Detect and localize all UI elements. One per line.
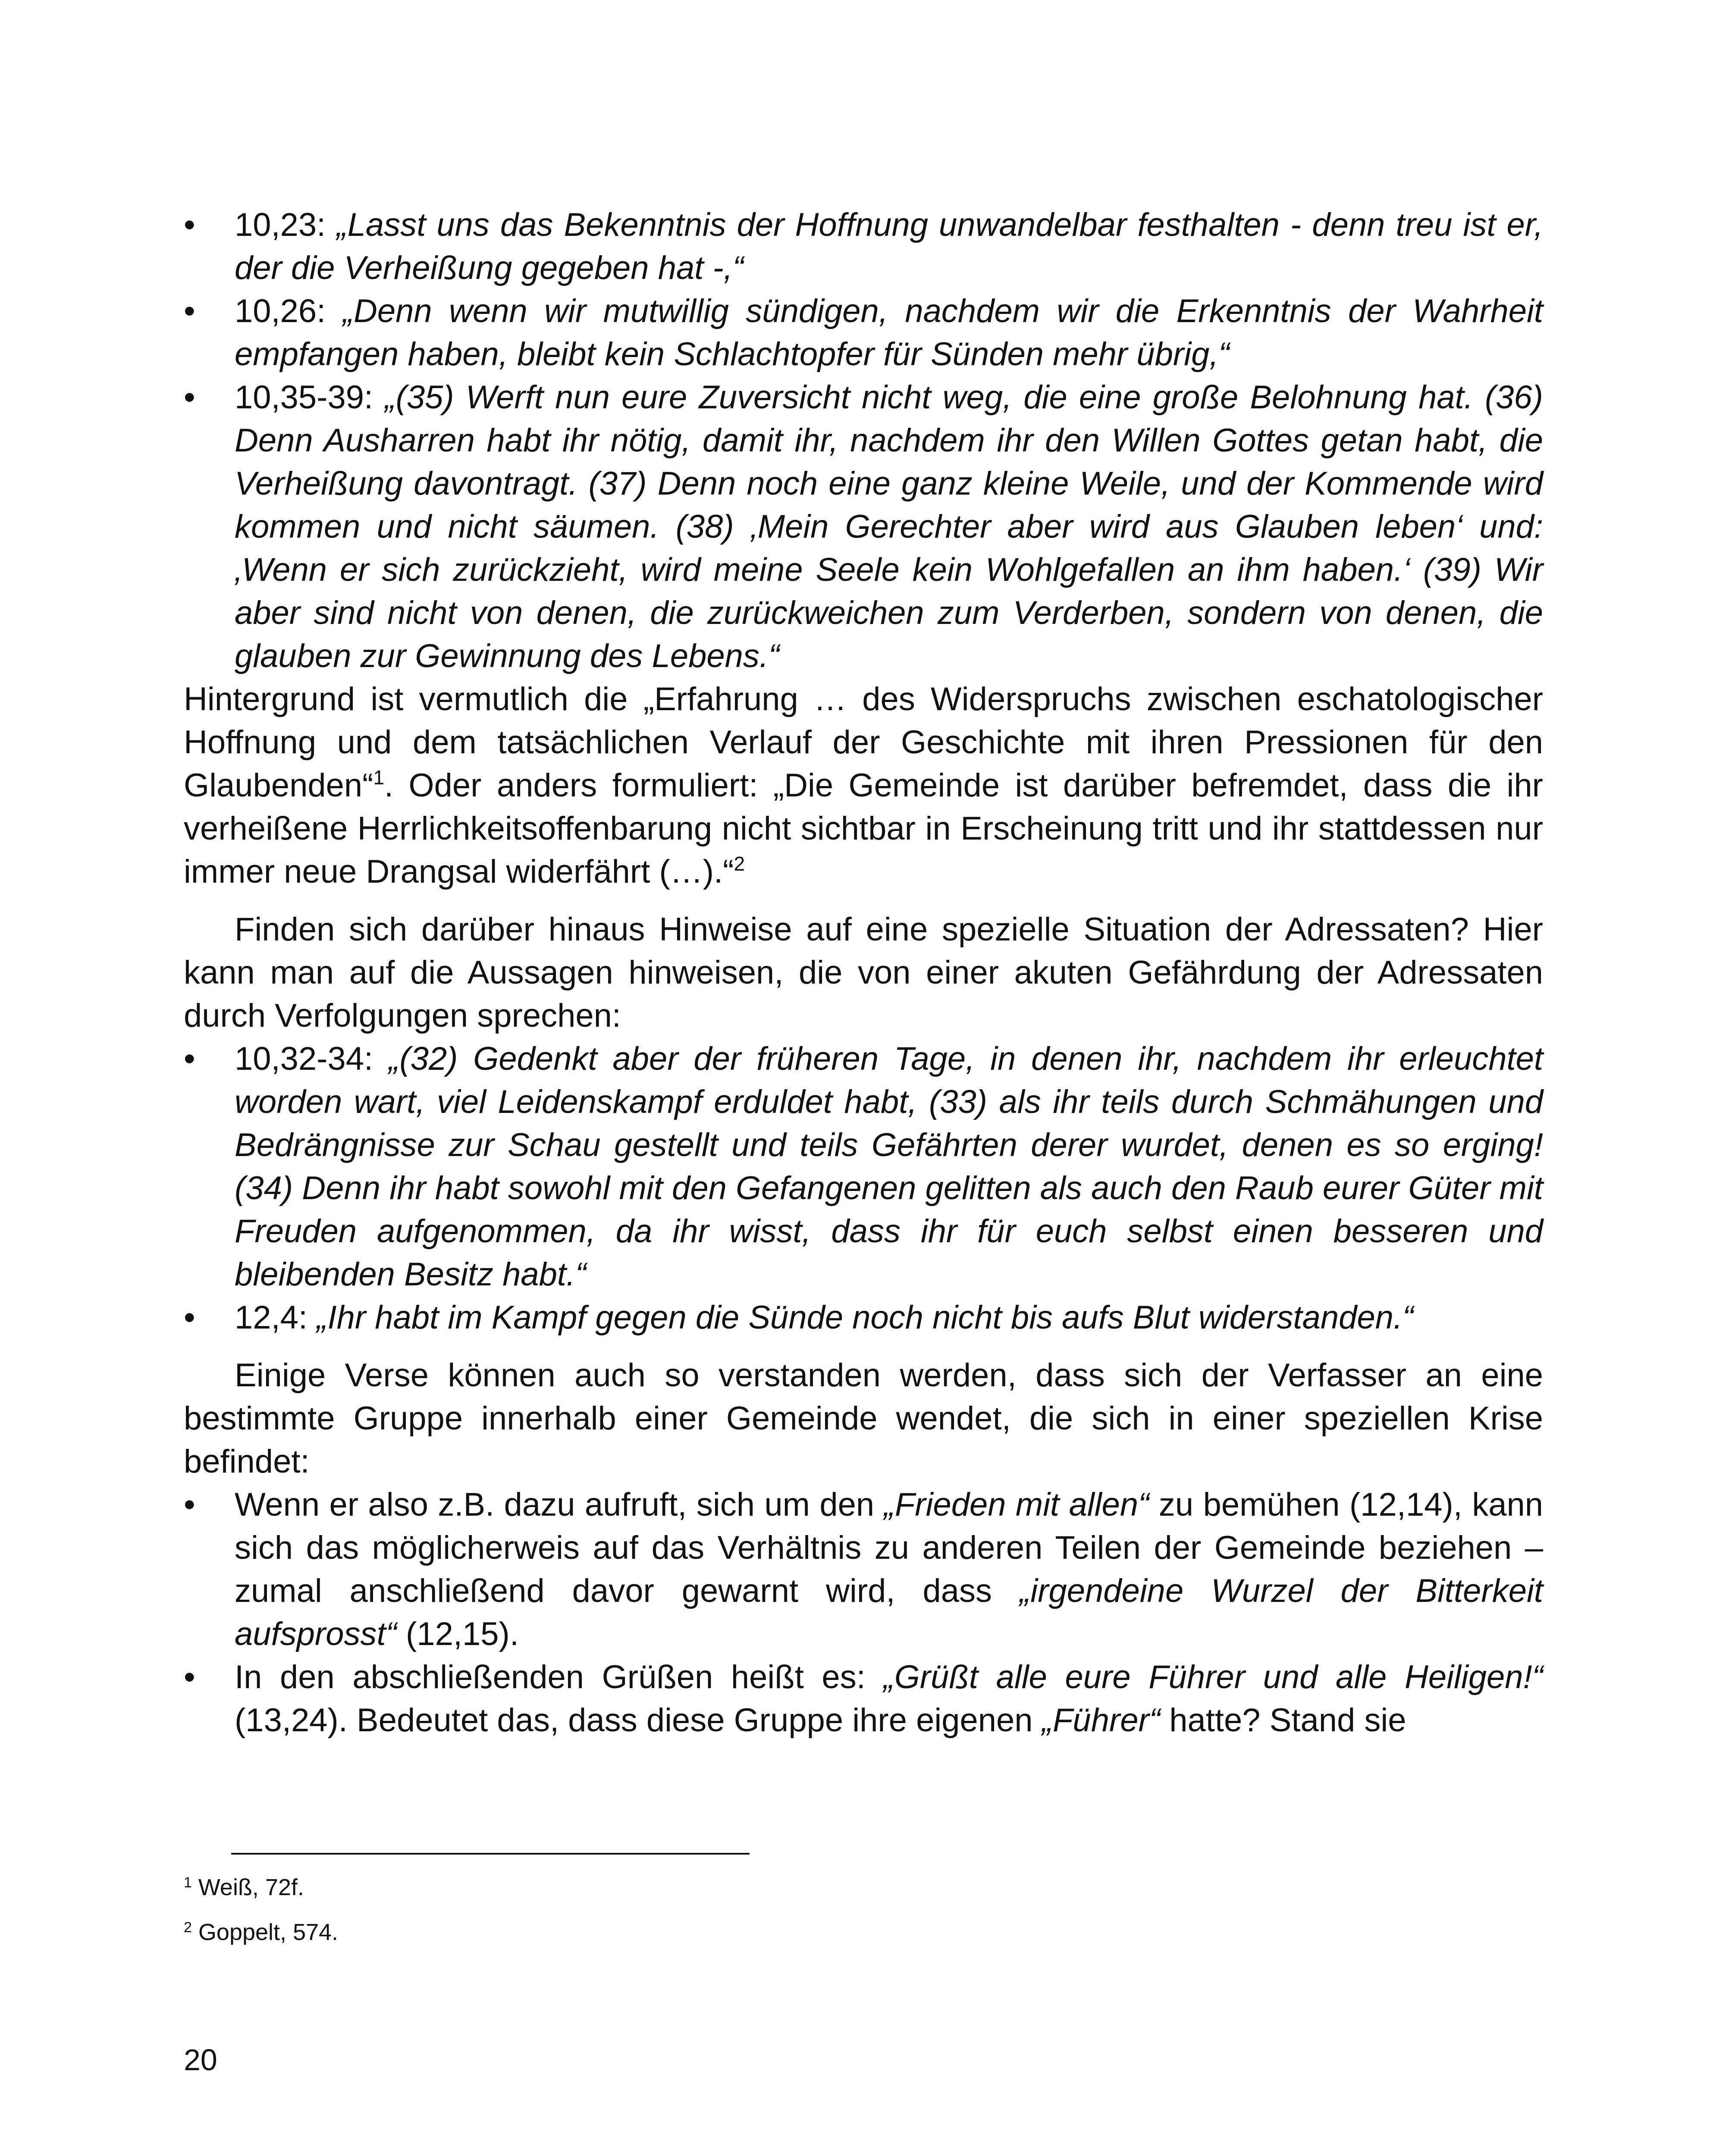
citation-list-persecution bbox=[184, 1037, 1543, 1339]
inline-quote: „Frieden mit allen“ bbox=[884, 1486, 1149, 1523]
main-text bbox=[184, 204, 1543, 1742]
paragraph-situation: Finden sich darüber hinaus Hinweise auf eine spezielle Situation der Adressaten? Hier kann man auf die Aussagen hinweisen, die von einer akuten Gefährdung der Adressaten durch Verfolgungen sprechen: bbox=[184, 911, 1543, 1034]
list-item bbox=[184, 1656, 1543, 1742]
list-text: Wenn er also z.B. dazu aufruft, sich um den bbox=[235, 1486, 884, 1523]
footnote bbox=[184, 1874, 1543, 1900]
verse-reference: 10,23: bbox=[235, 207, 337, 243]
list-text: hatte? Stand sie bbox=[1160, 1702, 1406, 1739]
observation-list bbox=[184, 1483, 1543, 1742]
verse-reference: 10,35-39: bbox=[235, 379, 385, 416]
footnote-number: 1 bbox=[184, 1874, 192, 1891]
verse-reference: 10,26: bbox=[235, 293, 343, 329]
footnote bbox=[184, 1919, 1543, 1945]
footnote-text: Weiß, 72f. bbox=[191, 1874, 304, 1900]
verse-reference: 10,32-34: bbox=[235, 1040, 389, 1077]
footnote-text: Goppelt, 574. bbox=[191, 1919, 339, 1945]
list-item bbox=[184, 1037, 1543, 1296]
list-text: In den abschließenden Grüßen heißt es: bbox=[235, 1659, 884, 1695]
footnotes bbox=[184, 1874, 1543, 1964]
list-item bbox=[184, 376, 1543, 678]
list-item bbox=[184, 204, 1543, 290]
footnote-ref-2: 2 bbox=[734, 852, 745, 875]
verse-quote: „Lasst uns das Bekenntnis der Hoffnung unwandelbar festhalten - denn treu ist er, der die Verheißung gegeben hat -,“ bbox=[235, 207, 1543, 286]
verse-quote: „Ihr habt im Kampf gegen die Sünde noch nicht bis aufs Blut widerstanden.“ bbox=[317, 1299, 1414, 1336]
footnote-ref-1: 1 bbox=[373, 766, 385, 789]
verse-quote: „(35) Werft nun eure Zuversicht nicht weg, die eine große Belohnung hat. (36) Denn Ausharren habt ihr nötig, damit ihr, nachdem ihr den Willen Gottes getan habt, die Verheißung davontragt. (37) Denn noch eine ganz kleine Weile, und der Kommende wird kommen und nicht säumen. (38) ‚Mein Gerechter aber wird aus Glauben leben‘ und: ‚Wenn er sich zurückzieht, wird meine Seele kein Wohlgefallen an ihm haben.‘ (39) Wir aber sind nicht von denen, die zurückweichen zum Verderben, sondern von denen, die glauben zur Gewinnung des Lebens.“ bbox=[235, 379, 1543, 674]
list-item bbox=[184, 290, 1543, 376]
verse-quote: „(32) Gedenkt aber der früheren Tage, in denen ihr, nachdem ihr erleuchtet worden wart, viel Leidenskampf erduldet habt, (33) als ihr teils durch Schmähungen und Bedrängnisse zur Schau gestellt und teils Gefährten derer wurdet, denen es so erging! (34) Denn ihr habt sowohl mit den Gefangenen gelitten als auch den Raub eurer Güter mit Freuden aufgenommen, da ihr wisst, dass ihr für euch selbst einen besseren und bleibenden Besitz habt.“ bbox=[235, 1040, 1543, 1293]
paragraph-group-crisis: Einige Verse können auch so verstanden werden, dass sich der Verfasser an eine bestimmte Gruppe innerhalb einer Gemeinde wendet, die sich in einer speziellen Krise befindet: bbox=[184, 1357, 1543, 1480]
page-number: 20 bbox=[184, 2043, 217, 2077]
citation-list-hope bbox=[184, 204, 1543, 678]
paragraph-text: Hintergrund ist vermutlich die „Erfahrung … des Widerspruchs zwischen eschatologischer Hoffnung und dem tatsächlichen Verlauf der Geschichte mit ihren Pressionen für den Glaubenden“ bbox=[184, 681, 1543, 804]
verse-quote: „Denn wenn wir mutwillig sündigen, nachdem wir die Erkenntnis der Wahrheit empfangen haben, bleibt kein Schlachtopfer für Sünden mehr übrig,“ bbox=[235, 293, 1544, 373]
list-text: zu bemühen (12,14), kann sich das möglicherweis auf das Verhältnis zu anderen Teilen der Gemeinde beziehen – zumal anschließend davor gewarnt wird, dass bbox=[235, 1486, 1543, 1609]
list-text: (13,24). Bedeutet das, dass diese Gruppe ihre eigenen bbox=[235, 1702, 1042, 1739]
verse-reference: 12,4: bbox=[235, 1299, 317, 1336]
inline-quote: „irgendeine Wurzel der Bitterkeit aufsprosst“ bbox=[235, 1573, 1543, 1652]
list-text: (12,15). bbox=[396, 1616, 519, 1652]
inline-quote: „Grüßt alle eure Führer und alle Heiligen!“ bbox=[883, 1659, 1543, 1695]
paragraph-text: . Oder anders formuliert: „Die Gemeinde ist darüber befremdet, dass die ihr verheißene Herrlichkeitsoffenbarung nicht sichtbar in Erscheinung tritt und ihr stattdessen nur immer neue Drangsal widerfährt (…).“ bbox=[184, 767, 1543, 890]
footnote-separator bbox=[231, 1853, 750, 1855]
list-item bbox=[184, 1296, 1543, 1339]
inline-quote: „Führer“ bbox=[1042, 1702, 1161, 1739]
list-item bbox=[184, 1483, 1543, 1656]
footnote-number: 2 bbox=[184, 1919, 192, 1936]
paragraph-background bbox=[184, 678, 1543, 893]
